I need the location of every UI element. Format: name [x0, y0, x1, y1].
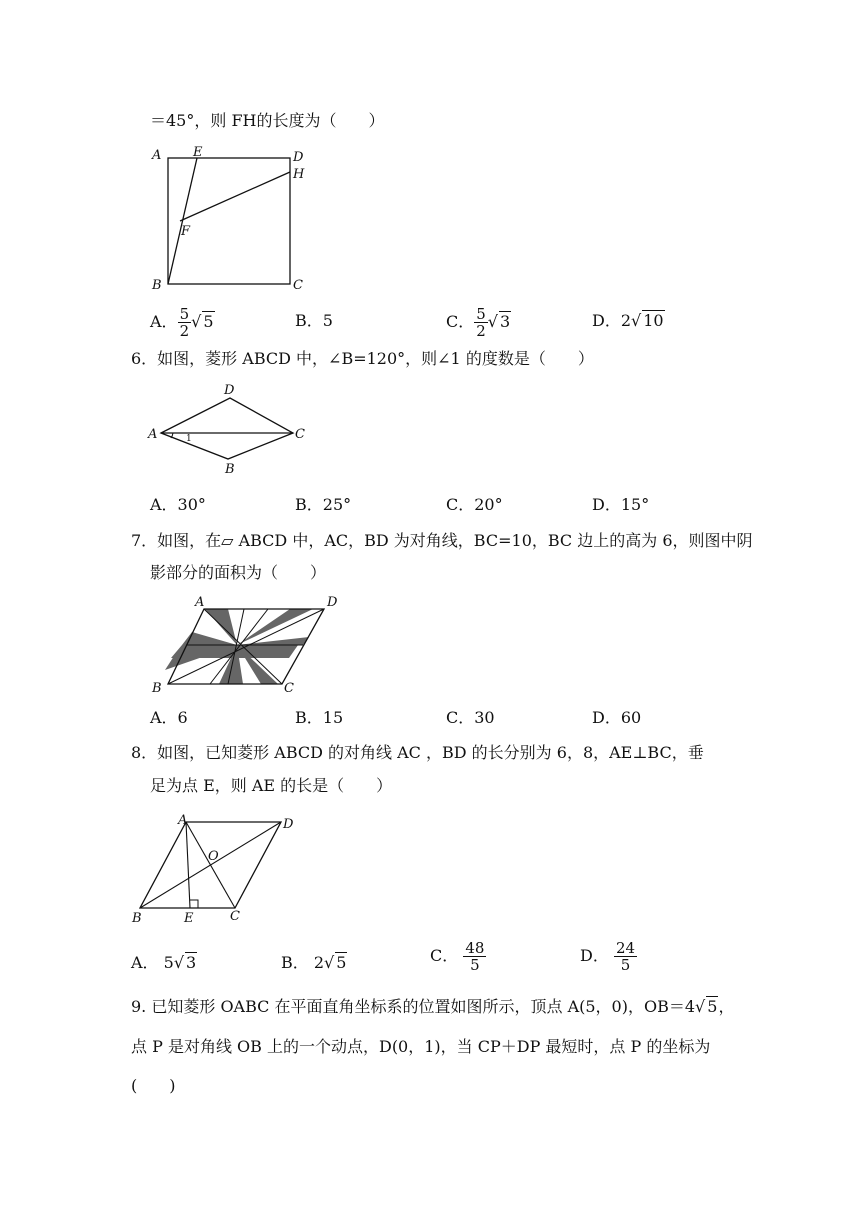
q5-label-b: B	[152, 278, 162, 293]
q5-label-f: F	[181, 224, 191, 239]
q5-option-b[interactable]: B．5	[295, 311, 333, 330]
q8-option-b[interactable]: B． 2√ 5	[281, 953, 347, 972]
q7-label-b: B	[152, 681, 162, 696]
q5-option-d[interactable]: D．2√ 10	[592, 311, 664, 330]
q7-option-a[interactable]: A．6	[150, 708, 188, 727]
q7-option-d[interactable]: D．60	[592, 708, 642, 727]
q6-label-c: C	[295, 427, 305, 442]
q7-option-c[interactable]: C．30	[446, 708, 495, 727]
q8-option-d[interactable]: D． $\frac{24}{5}$	[580, 939, 636, 974]
q8-label-b: B	[132, 911, 142, 926]
q8-label-c: C	[230, 909, 240, 924]
q5-label-h: H	[293, 167, 305, 182]
q5-text: ＝45°，则 FH的长度为（ ）	[150, 111, 385, 130]
q9-line2: 点 P 是对角线 OB 上的一个动点，D(0，1)，当 CP＋DP 最短时，点 P 的坐标为	[131, 1037, 711, 1056]
q9-line3: ( )	[131, 1076, 176, 1095]
q6-text: 6．如图，菱形 ABCD 中，∠B=120°，则∠1 的度数是（ ）	[131, 349, 594, 368]
q5-label-d: D	[293, 150, 304, 165]
q8-figure	[128, 810, 308, 930]
q8-label-o: O	[208, 849, 219, 864]
q6-option-a[interactable]: A．30°	[150, 495, 206, 514]
q6-label-d: D	[224, 383, 235, 398]
q5-option-a[interactable]: A． $\frac{5}{2}$ √ 5	[150, 305, 214, 340]
q6-option-d[interactable]: D．15°	[592, 495, 650, 514]
q5-label-a: A	[152, 148, 162, 163]
q8-label-a: A	[178, 813, 188, 828]
q9-line1: 9. 已知菱形 OABC 在平面直角坐标系的位置如图所示，顶点 A(5，0)，OB＝4√ 5，	[131, 997, 735, 1016]
q6-label-a: A	[148, 427, 158, 442]
q6-option-c[interactable]: C．20°	[446, 495, 503, 514]
q7-label-a: A	[195, 595, 205, 610]
q8-line1: 8．如图，已知菱形 ABCD 的对角线 AC ，BD 的长分别为 6，8，AE⊥BC，垂	[131, 743, 704, 762]
q7-label-c: C	[284, 681, 294, 696]
q7-line2: 影部分的面积为（ ）	[150, 563, 327, 582]
q6-label-1: 1	[186, 434, 192, 444]
q5-label-c: C	[293, 278, 303, 293]
q8-label-d: D	[283, 817, 294, 832]
q7-option-b[interactable]: B．15	[295, 708, 344, 727]
q7-line1: 7．如图，在▱ ABCD 中，AC，BD 为对角线，BC=10，BC 边上的高为 6，则图中阴	[131, 531, 753, 550]
q5-label-e: E	[193, 145, 203, 160]
q8-line2: 足为点 E，则 AE 的长是（ ）	[150, 776, 393, 795]
q6-label-b: B	[225, 462, 235, 477]
q7-label-d: D	[327, 595, 338, 610]
q8-option-c[interactable]: C． $\frac{48}{5}$	[430, 939, 485, 974]
q8-label-e: E	[184, 911, 194, 926]
q5-option-c[interactable]: C． $\frac{5}{2}$ √ 3	[446, 305, 511, 340]
q6-option-b[interactable]: B．25°	[295, 495, 352, 514]
q8-option-a[interactable]: A． 5√ 3	[131, 953, 197, 972]
q6-figure	[148, 380, 318, 480]
q7-figure	[148, 592, 348, 702]
q5-figure	[148, 146, 318, 296]
